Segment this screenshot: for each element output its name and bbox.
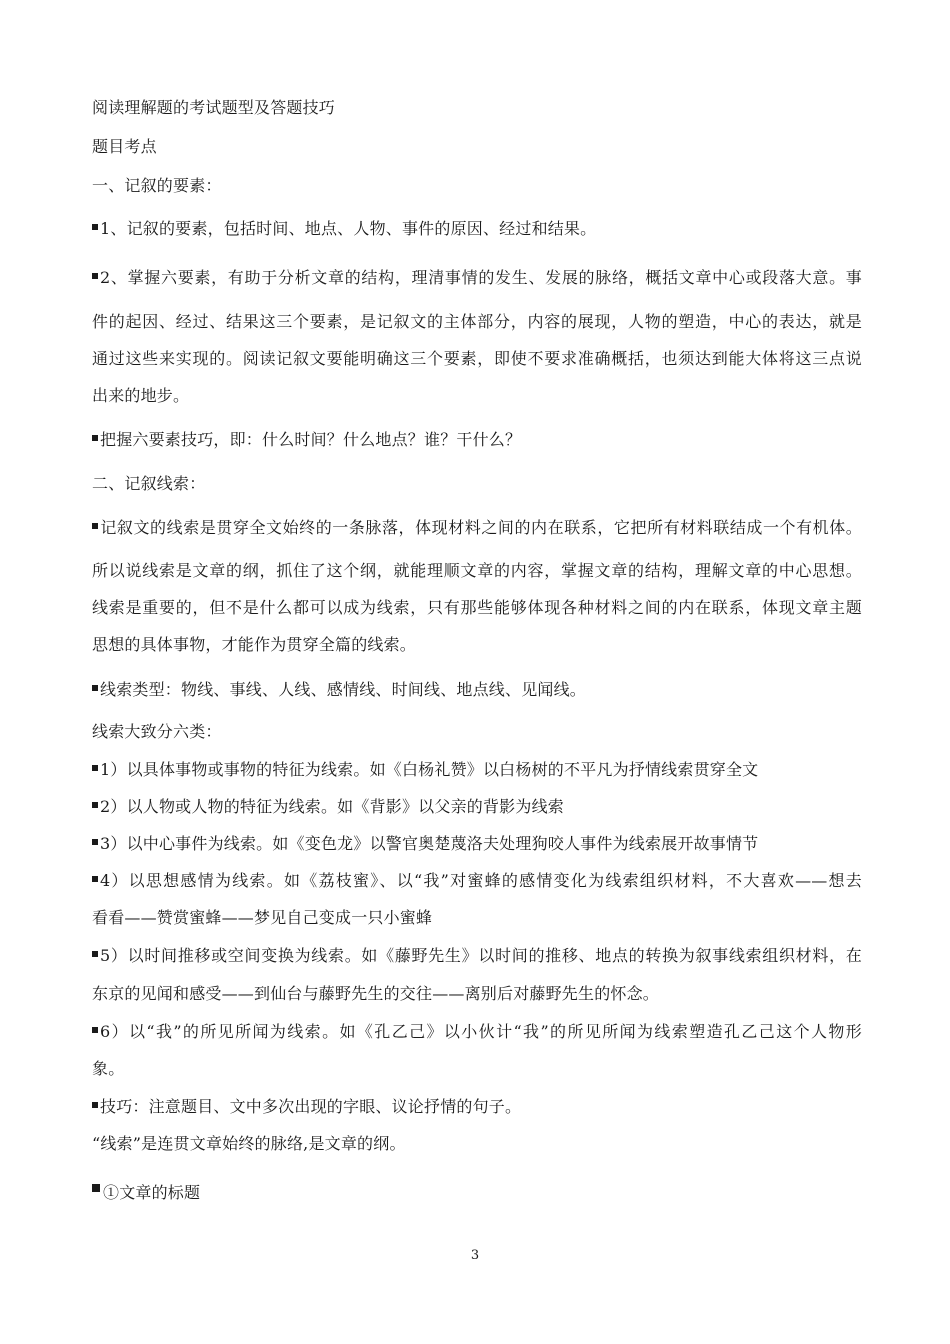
- bullet-icon: [92, 765, 98, 771]
- paragraph-clue-line-4: 思想的具体事物，才能作为贯穿全篇的线索。: [92, 635, 417, 654]
- item-text: 6）以“我”的所见所闻为线索。如《孔乙己》以小伙计“我”的所见所闻为线索塑造孔乙己这个人物形: [100, 1022, 862, 1041]
- bullet-icon: [92, 951, 98, 957]
- category-3: [92, 834, 862, 854]
- item-text: 把握六要素技巧，即：什么时间？什么地点？谁？干什么？: [100, 430, 522, 449]
- item-text: 技巧：注意题目、文中多次出现的字眼、议论抒情的句子。: [100, 1097, 522, 1116]
- item-text: 4）以思想感情为线索。如《荔枝蜜》、以“我”对蜜蜂的感情变化为线索组织材料，不大喜欢——想去: [100, 871, 862, 890]
- bullet-icon: [92, 1102, 98, 1108]
- paragraph-item-2-line-3: 通过这些来实现的。阅读记叙文要能明确这三个要素，即使不要求准确概括，也须达到能大体将这三点说: [92, 349, 862, 368]
- page-number: 3: [470, 1248, 480, 1263]
- last-item: [92, 1183, 862, 1203]
- category-4-line-2: 看看——赞赏蜜蜂——梦见自己变成一只小蜜蜂: [92, 908, 433, 927]
- document-subtitle: 题目考点: [92, 137, 157, 156]
- paragraph-clue-types: [92, 680, 862, 700]
- bullet-icon: [92, 273, 98, 279]
- item-text: ①文章的标题: [103, 1183, 201, 1202]
- paragraph-item-2-line-4: 出来的地步。: [92, 386, 190, 405]
- document-title: 阅读理解题的考试题型及答题技巧: [92, 98, 336, 117]
- section-heading-elements: 一、记叙的要素：: [92, 176, 222, 195]
- paragraph-clue-line-1: [92, 518, 862, 538]
- paragraph-item-1: [92, 219, 862, 239]
- item-text: 1）以具体事物或事物的特征为线索。如《白杨礼赞》以白杨树的不平凡为抒情线索贯穿全文: [100, 760, 759, 779]
- paragraph-item-2-line-2: 件的起因、经过、结果这三个要素，是记叙文的主体部分，内容的展现，人物的塑造，中心的表达，就是: [92, 312, 862, 331]
- paragraph-tip: [92, 430, 862, 450]
- bullet-icon: [92, 876, 98, 882]
- item-text: 2）以人物或人物的特征为线索。如《背影》以父亲的背影为线索: [100, 797, 564, 816]
- bullet-icon: [92, 1184, 100, 1192]
- skill-tip: [92, 1097, 862, 1117]
- paragraph-clue-line-2: 所以说线索是文章的纲，抓住了这个纲，就能理顺文章的内容，掌握文章的结构，理解文章的中心思想。: [92, 561, 862, 580]
- clue-definition: “线索”是连贯文章始终的脉络,是文章的纲。: [92, 1134, 406, 1153]
- category-4-line-1: [92, 871, 862, 891]
- bullet-icon: [92, 224, 98, 230]
- item-text: 5）以时间推移或空间变换为线索。如《藤野先生》以时间的推移、地点的转换为叙事线索组织材料，在: [100, 946, 862, 965]
- category-6-line-1: [92, 1022, 862, 1042]
- paragraph-item-2-line-1: [92, 268, 862, 288]
- category-1: [92, 760, 862, 780]
- item-text: 2、掌握六要素，有助于分析文章的结构，理清事情的发生、发展的脉络，概括文章中心或段落大意。事: [100, 268, 862, 287]
- bullet-icon: [92, 685, 98, 691]
- category-2: [92, 797, 862, 817]
- category-6-line-2: 象。: [92, 1059, 125, 1078]
- categories-heading: 线索大致分六类：: [92, 722, 222, 741]
- item-text: 线索类型：物线、事线、人线、感情线、时间线、地点线、见闻线。: [100, 680, 587, 699]
- category-5-line-2: 东京的见闻和感受——到仙台与藤野先生的交往——离别后对藤野先生的怀念。: [92, 984, 660, 1003]
- category-5-line-1: [92, 946, 862, 966]
- bullet-icon: [92, 435, 98, 441]
- item-text: 1、记叙的要素，包括时间、地点、人物、事件的原因、经过和结果。: [100, 219, 597, 238]
- item-text: 3）以中心事件为线索。如《变色龙》以警官奥楚蔑洛夫处理狗咬人事件为线索展开故事情节: [100, 834, 759, 853]
- paragraph-clue-line-3: 线索是重要的，但不是什么都可以成为线索，只有那些能够体现各种材料之间的内在联系，体现文章主题: [92, 598, 862, 617]
- bullet-icon: [92, 839, 98, 845]
- bullet-icon: [92, 1027, 98, 1033]
- section-heading-clues: 二、记叙线索：: [92, 474, 206, 493]
- item-text: 记叙文的线索是贯穿全文始终的一条脉落，体现材料之间的内在联系，它把所有材料联结成一个有机体。: [100, 518, 862, 537]
- bullet-icon: [92, 523, 98, 529]
- bullet-icon: [92, 802, 98, 808]
